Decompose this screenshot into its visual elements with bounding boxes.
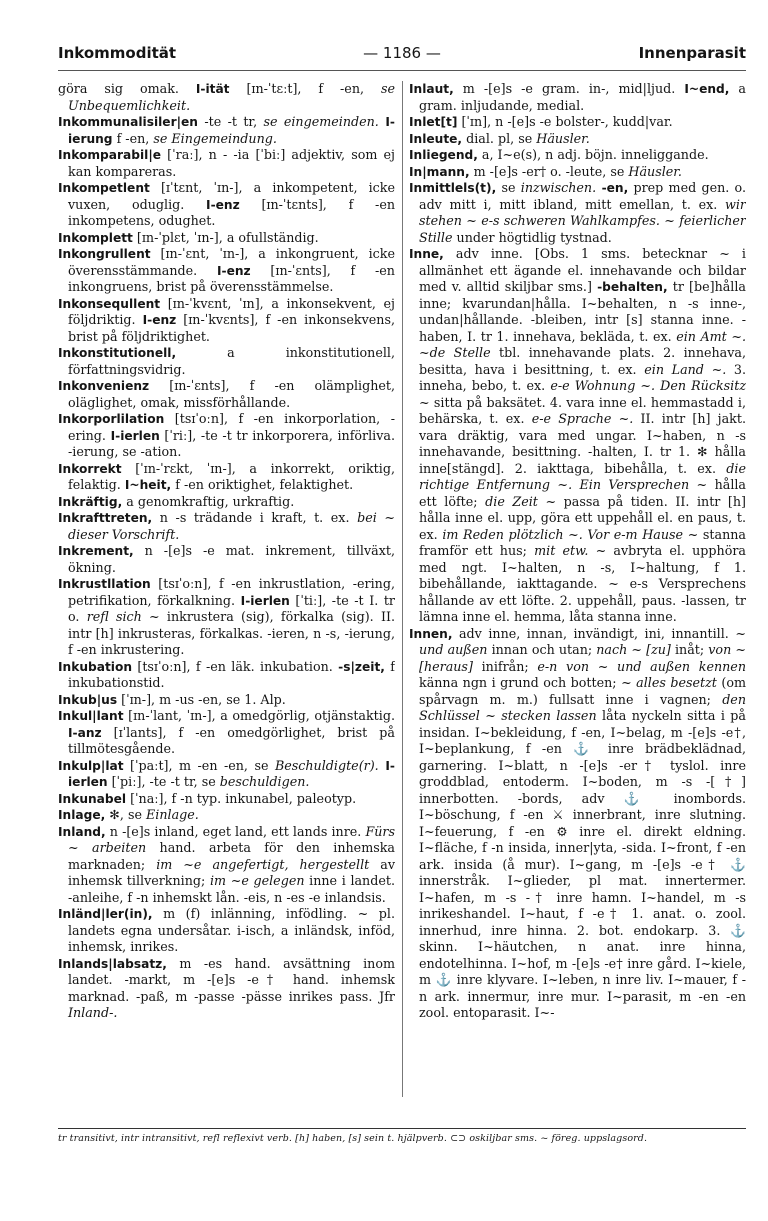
definition-text: n -s trädande i kraft, t. ex. [152, 510, 358, 525]
headword: -en, [596, 181, 629, 195]
headword: Inkrustllation [58, 577, 151, 591]
definition-text: känna ngn i grund och botten; [419, 675, 622, 690]
dictionary-entry [409, 246, 746, 626]
definition-text: inne i landet. -anleihe, f -n inhemskt lån. -eis, n -es -e inlandsis. [68, 873, 395, 905]
definition-text: passa på tiden. II. intr [h] hålla inne el. upp, göra ett uppehåll el. en paus, t. ex. [419, 493, 746, 542]
example-phrase: ein Land ~. [644, 361, 727, 377]
definition-text: m -[e]s -e gram. in-, mid|ljud. [453, 81, 685, 96]
example-phrase: ~ und außen [419, 625, 746, 657]
definition-text: [ˈnaː], f -n typ. inkunabel, paleotyp. [126, 790, 357, 806]
example-phrase: Einlage. [146, 807, 199, 822]
dictionary-entry [58, 692, 395, 709]
headword: In|mann, [409, 164, 470, 179]
example-phrase: e-e Wohnung ~. Den Rücksitz ~ [419, 378, 746, 410]
example-phrase: Häusler. [536, 130, 590, 146]
definition-text: [ˈraː], n - -ia [ˈbiː] adjektiv, som ej kan kompareras. [68, 147, 395, 179]
headword: Inkubation [58, 659, 132, 674]
example-phrase: beschuldigen. [219, 774, 310, 789]
definition-text: inåt; [670, 642, 709, 657]
headword: Inlands|labsatz, [58, 956, 167, 971]
dictionary-entry [58, 411, 395, 461]
headword: -s|zeit, [338, 659, 385, 674]
definition-text: [ɪˈtɛnt, ˈɪn-], a inkompetent, icke vuxen, oduglig. [68, 180, 395, 212]
dictionary-entry [58, 510, 395, 543]
dictionary-entry [58, 494, 395, 511]
definition-text: [ɪn-ˈtɛnts], f -en inkompetens, odughet. [68, 196, 395, 228]
headword: Inleute, [409, 131, 463, 146]
definition-text: prep med gen. o. adv mitt i, mitt ibland, mitt emellan, t. ex. [419, 180, 746, 212]
definition-text: f -en oriktighet, felaktighet. [171, 477, 354, 492]
example-phrase: den Schlüssel ~ stecken lassen [419, 691, 746, 723]
dictionary-entry [58, 296, 395, 346]
definition-text: [ɪn-ˈkvɛnt, ˈɪn], a inkonsekvent, ej följdriktig. [68, 295, 395, 327]
headword: Inlet[t] [409, 115, 458, 129]
headword: I~end, [684, 82, 730, 96]
definition-text: f inkubationstid. [68, 658, 395, 690]
headword: I-enz [206, 197, 240, 212]
definition-text: a gram. inljudande, medial. [419, 81, 746, 113]
example-phrase: Beschuldigte(r). [274, 757, 379, 773]
headword: Inkunabel [58, 791, 127, 806]
definition-text: [ɪˈlants], f -en omedgörlighet, brist på tillmötesgående. [68, 724, 395, 756]
dictionary-entry [58, 824, 395, 907]
example-phrase: Inland-. [68, 1005, 118, 1020]
definition-text: [ˈɪn], n -[e]s -e bolster-, kudd|var. [457, 114, 673, 129]
definition-text: II. intr [h] jakt. vara dräktig, vara med ungar. I~haben, n -s innehavande, besittning. -halten, I. tr 1. ✻ hålla inne[stängd]. 2. iakttaga, bibehålla, t. ex. [419, 411, 746, 476]
dictionary-entry [58, 345, 395, 378]
definition-text: se [496, 180, 521, 195]
definition-text: adv inne, innan, invändigt, ini, innantill. [452, 625, 736, 641]
definition-text: [ɪn-ˈlant, ˈɪn-], a omedgörlig, otjänstaktig. [123, 708, 395, 723]
dictionary-entry [58, 758, 395, 791]
dictionary-entry [58, 791, 395, 808]
definition-text: [tsɪˈoːn], f -en inkorporlation, -ering. [68, 411, 395, 443]
headword: Inliegend, [409, 148, 478, 162]
headword: -behalten, [597, 280, 668, 294]
headword: Inne, [409, 247, 444, 261]
headword: Inkomplett [58, 230, 133, 245]
headword: Inkorporlilation [58, 412, 165, 426]
example-phrase: se Eingemeindung. [153, 130, 277, 146]
headword: Inkomparabil|e [58, 148, 162, 162]
headword: Inkommunalisiler|en [58, 115, 198, 129]
headword: Inmittlels(t), [409, 181, 497, 195]
example-phrase: se Unbequemlichkeit. [68, 81, 395, 113]
example-phrase: Häusler. [628, 163, 682, 179]
example-phrase: im ~e gelegen [209, 873, 305, 888]
definition-text: [tsɪˈoːn], f -en läk. inkubation. [132, 658, 339, 674]
example-phrase: inzwischen. [520, 180, 597, 195]
example-phrase: Fürs ~ arbeiten [68, 823, 395, 855]
left-column [58, 81, 395, 1137]
definition-text: m (f) inlänning, infödling. ~ pl. landets egna undersåtar. i-isch, a inländsk, inföd, inhemsk, inrikes. [68, 906, 395, 954]
definition-text: ~ inkrustera (sig), förkalka (sig). II. intr [h] inkrusteras, förkalkas. -ieren, n -s, -ierung, f -en inkrustering. [68, 609, 395, 657]
definition-text: avbryta el. upphöra med ngt. I~halten, n -s, I~haltung, f 1. bibehållande, iakttagande. ~ e-s Versprechens hållande av ett löfte. 2. uppehåll, paus. -lassen, tr lämna inne el. hemma, låta stanna inne. [419, 543, 746, 624]
column-divider [402, 81, 403, 1097]
definition-text: 3. inneha, bebo, t. ex. [419, 361, 746, 393]
definition-text: f -en, [112, 130, 154, 146]
definition-text: av inhemsk tillverkning; [68, 856, 395, 888]
definition-text: [ˈtiː], -te -t I. tr o. [68, 592, 395, 624]
definition-text: m -[e]s -er† o. -leute, se [469, 163, 629, 179]
dictionary-entry [58, 114, 395, 147]
headword: I-ität [195, 82, 230, 96]
dictionary-entry [58, 543, 395, 576]
headword: I-enz [217, 263, 251, 278]
headword: I-anz [68, 725, 102, 740]
definition-text: [ɪn-ˈɛnts], f -en olämplighet, oläglighet, omak, missförhållande. [68, 378, 395, 410]
definition-text: stanna framför ett hus; [419, 526, 746, 558]
example-phrase: im Reden plötzlich ~. Vor e-m Hause ~ [442, 526, 699, 542]
headword: Inkompetlent [58, 181, 150, 195]
dictionary-entry [409, 147, 746, 164]
definition-text: [ɪn-ˈplɛt, ˈɪn-], a ofullständig. [132, 229, 319, 245]
example-phrase: ~ alles besetzt [621, 675, 717, 690]
dictionary-entry [409, 81, 746, 114]
headword: Inland, [58, 824, 106, 839]
definition-text: dial. pl, se [462, 130, 537, 146]
right-column [409, 81, 746, 1137]
dictionary-entry [409, 164, 746, 181]
definition-text: a inkonstitutionell, författningsvidrig. [68, 345, 395, 377]
columns [58, 81, 746, 1137]
dictionary-entry [58, 180, 395, 230]
definition-text: tbl. innehavande plats. 2. innehava, besitta, hava i besittning, t. ex. [419, 345, 746, 377]
definition-text: [ɪn-ˈtɛːt], f -en, [229, 81, 381, 96]
definition-text: hand. arbeta för den inhemska marknaden; [68, 840, 395, 872]
example-phrase: nach ~ [zu] [596, 642, 671, 657]
headword: Inkrement, [58, 544, 134, 558]
example-phrase: ein Amt ~. ~de Stelle [419, 328, 746, 360]
headword: I-enz [142, 313, 177, 327]
definition-text: [ɪn-ˈɛnts], f -en inkongruens, brist på överensstämmelse. [68, 262, 395, 294]
example-phrase: se eingemeinden. [263, 114, 379, 129]
headword: Inkongrullent [58, 247, 151, 261]
page-header [58, 44, 746, 71]
dictionary-entry [58, 956, 395, 1022]
headword: Inkonsequllent [58, 296, 161, 311]
definition-text: låta nyckeln sitta i på insidan. I~bekleidung, f -en, I~belag, m -[e]s -e†, I~beplankung, f -en ⚓ inre brädbeklädnad, garnering. I~blatt, n -[e]s -er† tyslol. inre groddblad, entoderm. I~boden, m -s -[†] innerbotten. -bords, adv ⚓ inombords. I~böschung, f -en ⚔ innerbrant, inre slutning. I~feuerung, f -en ⚙ inre el. direkt eldning. I~fläche, f -n insida, inner|yta, -sida. I~front, f -en ark. insida (å mur). I~gang, m -[e]s -e† ⚓ innerstråk. I~glieder, pl mat. innertermer. I~hafen, m -s -† inre hamn. I~handel, m -s inrikeshandel. I~haut, f -e† 1. anat. o. zool. innerhud, inre hinna. 2. bot. endokarp. 3. ⚓ skinn. I~häutchen, n anat. inre hinna, endotelhinna. I~hof, m -[e]s -e† inre gård. I~kiele, m ⚓ inre klyvare. I~leben, n inre liv. I~mauer, f -n ark. innermur, inre mur. I~parasit, m -en -en zool. entoparasit. I~- [419, 708, 746, 1020]
definition-text: [ˈɪn-ˈrɛkt, ˈɪn-], a inkorrekt, oriktig, felaktig. [68, 460, 395, 492]
dictionary-entry [58, 461, 395, 494]
header-left-guide-word: Inkommodität [58, 44, 177, 62]
dictionary-entry [58, 230, 395, 247]
example-phrase: bei ~ dieser Vorschrift. [68, 510, 395, 542]
definition-text: [ˈɪn-], m -us -en, se 1. Alp. [117, 691, 286, 707]
definition-text: inifrån; [472, 658, 538, 674]
dictionary-entry [409, 131, 746, 148]
headword: Inkul|lant [58, 709, 124, 723]
example-phrase: e-n von ~ und außen kennen [537, 658, 746, 674]
dictionary-entry [409, 114, 746, 131]
definition-text: innan och utan; [487, 642, 597, 657]
definition-text: [tsɪˈoːn], f -en inkrustlation, -ering, petrifikation, förkalkning. [68, 576, 395, 608]
headword: I-ierung [68, 115, 395, 146]
dictionary-entry [58, 659, 395, 692]
definition-text: adv inne. [Obs. 1 sms. betecknar ~ i allmänhet ett ägande el. innehavande och bildar med v. alltid skiljbar sms.] [419, 246, 746, 294]
headword: I-ierlen [110, 428, 160, 443]
headword: Inlaut, [409, 82, 454, 96]
headword: Inkonvenienz [58, 379, 150, 393]
headword: I~heit, [124, 478, 172, 492]
abbreviation-legend: tr transitivt, intr intransitivt, refl reflexivt verb. [h] haben, [s] sein t. hjälpverb. ⊂⊃ oskiljbar sms. ~ föreg. uppslagsord. [58, 1128, 746, 1144]
definition-text: m -es hand. avsättning inom landet. -markt, m -[e]s -e† hand. inhemsk marknad. -paß, m -passe -pässe inrikes pass. Jfr [68, 955, 395, 1004]
definition-text: a, I~e(s), n adj. böjn. inneliggande. [477, 147, 709, 162]
headword: Inländ|ler(in), [58, 907, 153, 921]
headword: Inkulp|lat [58, 758, 124, 773]
example-phrase: die Zeit ~ [485, 493, 557, 509]
dictionary-entry [58, 576, 395, 659]
header-page-number: — 1186 — [363, 44, 441, 62]
definition-text: [ˈriː], -te -t tr inkorporera, införliva. -ierung, se -ation. [68, 427, 395, 459]
headword: I-ierlen [68, 758, 395, 789]
example-phrase: wir stehen ~ e-s schweren Wahlkampfes. [419, 196, 746, 228]
dictionary-entry [58, 147, 395, 180]
headword: Inkonstitutionell, [58, 346, 177, 360]
definition-text: -te -t tr, [197, 114, 264, 129]
example-phrase: e-e Sprache ~. [531, 411, 634, 426]
headword: Innen, [409, 626, 453, 641]
definition-text: n -[e]s -e mat. inkrement, tillväxt, ökning. [68, 543, 395, 575]
headword: Inlage, [58, 808, 106, 822]
definition-text: ✻, se [105, 807, 147, 822]
definition-text: a genomkraftig, urkraftig. [122, 493, 295, 509]
dictionary-entry [409, 180, 746, 246]
dictionary-entry [58, 906, 395, 956]
headword: Inkrafttreten, [58, 511, 153, 525]
definition-text: [ɪn-ˈkvɛnts], f -en inkonsekvens, brist på följdriktighet. [68, 312, 395, 344]
definition-text: göra sig omak. [58, 81, 196, 96]
example-phrase: refl sich [86, 609, 142, 624]
dictionary-entry [58, 246, 395, 296]
definition-text: tr [be]hålla inne; kvarundan|hålla. I~behalten, n -s inne-, undan|hållande. -bleiben, intr [s] stanna inne. -haben, I. tr 1. innehava, bekläda, t. ex. [419, 279, 746, 344]
definition-text: n -[e]s inland, eget land, ett lands inre. [105, 823, 366, 839]
headword: Inkub|us [58, 692, 118, 707]
definition-text: sitta på baksätet. 4. vara inne el. hemmastadd i, behärska, t. ex. [419, 394, 746, 426]
example-phrase: mit etw. ~ [534, 543, 607, 558]
header-right-guide-word: Innenparasit [638, 44, 746, 62]
example-phrase: im ~e angefertigt, hergestellt [156, 856, 370, 872]
definition-text: [ɪn-ˈɛnt, ˈɪn-], a inkongruent, icke överensstämmande. [68, 246, 395, 278]
dictionary-entry [58, 378, 395, 411]
example-phrase: ~ feierlicher Stille [419, 213, 746, 245]
definition-text: (om spårvagn m. m.) fullsatt inne i vagnen; [419, 675, 746, 707]
dictionary-entry [409, 626, 746, 1022]
headword: I-ierlen [240, 593, 290, 608]
example-phrase: die richtige Entfernung ~. Ein Versprechen ~ [419, 460, 746, 492]
example-phrase: von ~ [heraus] [419, 642, 746, 674]
headword: Inkräftig, [58, 494, 123, 509]
dictionary-entry [58, 807, 395, 824]
definition-text: [ˈpaːt], m -en -en, se [123, 757, 275, 773]
definition-text: under högtidlig tystnad. [452, 229, 612, 245]
dictionary-entry [58, 81, 395, 114]
definition-text: hålla ett löfte; [419, 477, 746, 509]
dictionary-entry [58, 708, 395, 758]
definition-text: [ˈpiː], -te -t tr, se [107, 774, 220, 789]
headword: Inkorrekt [58, 461, 122, 476]
